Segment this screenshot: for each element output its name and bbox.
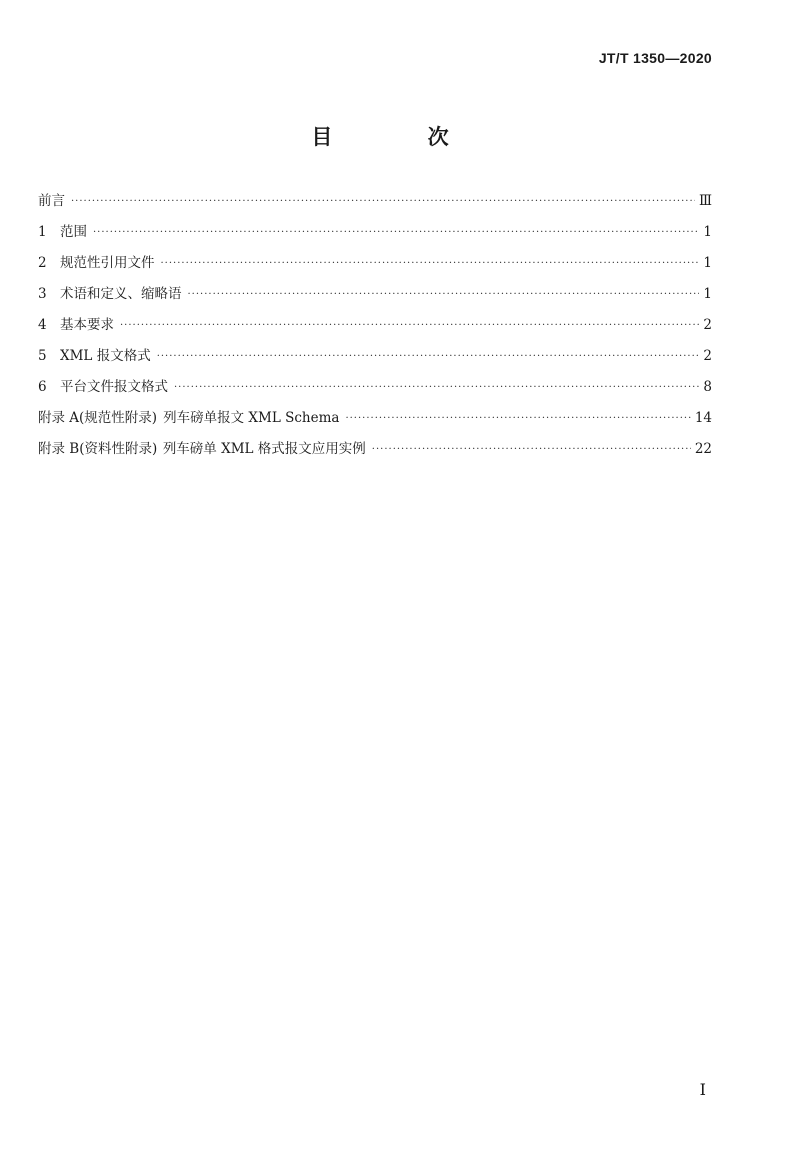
toc-entry-number: 6 xyxy=(38,379,47,395)
toc-entry-platform-file-format[interactable] xyxy=(38,375,712,406)
toc-entry-foreword[interactable] xyxy=(38,189,712,220)
toc-entry-label: 基本要求 xyxy=(60,317,114,333)
toc-leader-dots xyxy=(345,413,690,424)
toc-entry-scope[interactable] xyxy=(38,220,712,251)
toc-leader-dots xyxy=(120,320,699,331)
toc-entry-page: 1 xyxy=(703,255,712,271)
toc-entry-page: 1 xyxy=(703,224,712,240)
toc-entry-normative-references[interactable] xyxy=(38,251,712,282)
toc-leader-dots xyxy=(372,444,691,455)
toc-entry-terms[interactable] xyxy=(38,282,712,313)
toc-entry-xml-format[interactable] xyxy=(38,344,712,375)
toc-leader-dots xyxy=(161,258,700,269)
toc-entry-label: 规范性引用文件 xyxy=(60,255,155,271)
table-of-contents xyxy=(38,189,712,468)
toc-entry-number: 1 xyxy=(38,224,47,240)
toc-entry-annex-title: 列车磅单报文 XML Schema xyxy=(163,410,340,426)
toc-leader-dots xyxy=(71,196,695,207)
toc-leader-dots xyxy=(93,227,699,238)
toc-entry-page: 1 xyxy=(703,286,712,302)
toc-entry-page: 22 xyxy=(694,441,712,457)
toc-entry-label: 前言 xyxy=(38,193,65,209)
toc-entry-label: 附录 A(规范性附录) xyxy=(38,410,158,426)
toc-entry-number: 4 xyxy=(38,317,47,333)
toc-entry-label: 附录 B(资料性附录) xyxy=(38,441,158,457)
toc-entry-number: 2 xyxy=(38,255,47,271)
toc-entry-number: 3 xyxy=(38,286,47,302)
toc-entry-page: 8 xyxy=(703,379,712,395)
page-number: I xyxy=(699,1080,706,1099)
toc-entry-label: 术语和定义、缩略语 xyxy=(60,286,182,302)
toc-entry-basic-requirements[interactable] xyxy=(38,313,712,344)
toc-entry-label: 平台文件报文格式 xyxy=(60,379,168,395)
toc-entry-page: Ⅲ xyxy=(698,193,712,209)
toc-leader-dots xyxy=(174,382,699,393)
toc-entry-label: XML 报文格式 xyxy=(60,348,151,364)
document-code: JT/T 1350—2020 xyxy=(598,50,712,66)
toc-entry-annex-b[interactable] xyxy=(38,437,712,468)
toc-entry-label: 范围 xyxy=(60,224,87,240)
toc-entry-page: 14 xyxy=(694,410,712,426)
toc-entry-number: 5 xyxy=(38,348,47,364)
toc-entry-annex-title: 列车磅单 XML 格式报文应用实例 xyxy=(162,441,366,457)
toc-entry-annex-a[interactable] xyxy=(38,406,712,437)
toc-entry-page: 2 xyxy=(703,317,712,333)
toc-title: 目 次 xyxy=(311,125,493,149)
toc-leader-dots xyxy=(188,289,700,300)
toc-entry-page: 2 xyxy=(703,348,712,364)
toc-leader-dots xyxy=(157,351,700,362)
